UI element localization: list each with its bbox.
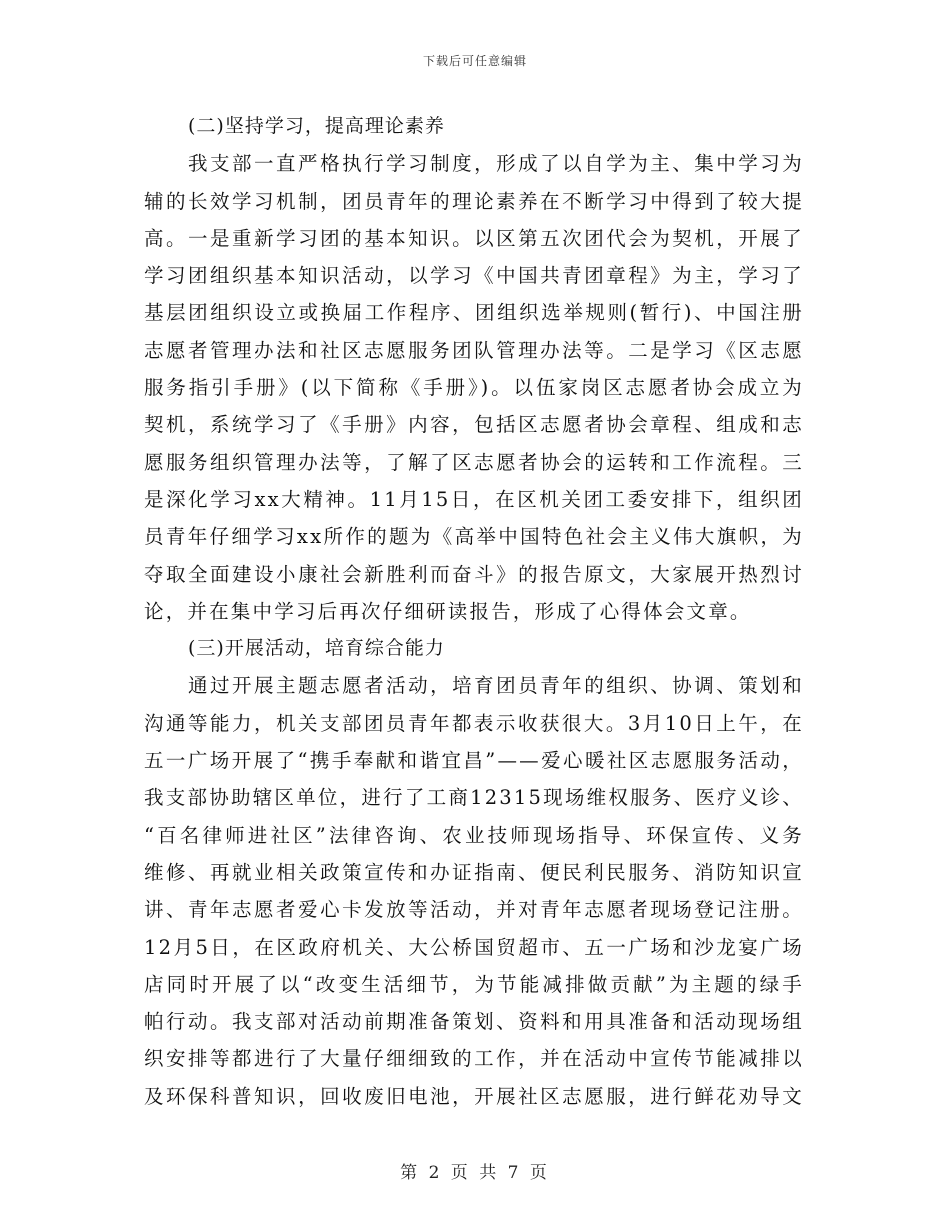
text-line: 夺取全面建设小康社会新胜利而奋斗》的报告原文，大家展开热烈讨 bbox=[144, 562, 804, 586]
text-line: 员青年仔细学习xx所作的题为《高举中国特色社会主义伟大旗帜，为 bbox=[144, 525, 804, 549]
text-line: 帕行动。我支部对活动前期准备策划、资料和用具准备和活动现场组 bbox=[144, 1010, 804, 1034]
text-line: 12月5日，在区政府机关、大公桥国贸超市、五一广场和沙龙宴广场 bbox=[144, 935, 804, 959]
text-line: 我支部一直严格执行学习制度，形成了以自学为主、集中学习为 bbox=[188, 152, 804, 176]
section-heading-3: (三)开展活动，培育综合能力 bbox=[188, 637, 445, 660]
page-number-footer: 第 2 页 共 7 页 bbox=[400, 1163, 550, 1183]
text-line: 我支部协助辖区单位，进行了工商12315现场维权服务、医疗义诊、 bbox=[144, 786, 804, 810]
text-line: 五一广场开展了“携手奉献和谐宜昌”——爱心暖社区志愿服务活动， bbox=[144, 749, 804, 773]
text-line: 契机，系统学习了《手册》内容，包括区志愿者协会章程、组成和志 bbox=[144, 413, 804, 437]
text-line: 高。一是重新学习团的基本知识。以区第五次团代会为契机，开展了 bbox=[144, 226, 804, 250]
text-line: 沟通等能力，机关支部团员青年都表示收获很大。3月10日上午，在 bbox=[144, 711, 804, 735]
text-line: 服务指引手册》(以下简称《手册》)。以伍家岗区志愿者协会成立为 bbox=[144, 376, 804, 400]
text-line: 织安排等都进行了大量仔细细致的工作，并在活动中宣传节能减排以 bbox=[144, 1047, 804, 1071]
text-line: “百名律师进社区”法律咨询、农业技师现场指导、环保宣传、义务 bbox=[144, 823, 804, 847]
text-line: 及环保科普知识，回收废旧电池，开展社区志愿服，进行鲜花劝导文 bbox=[144, 1084, 804, 1108]
text-line: 基层团组织设立或换届工作程序、团组织选举规则(暂行)、中国注册 bbox=[144, 301, 804, 325]
text-line: 学习团组织基本知识活动，以学习《中国共青团章程》为主，学习了 bbox=[144, 264, 804, 288]
text-line: 愿服务组织管理办法等，了解了区志愿者协会的运转和工作流程。三 bbox=[144, 450, 804, 474]
text-line: 论，并在集中学习后再次仔细研读报告，形成了心得体会文章。 bbox=[144, 599, 752, 623]
text-line: 辅的长效学习机制，团员青年的理论素养在不断学习中得到了较大提 bbox=[144, 189, 804, 213]
text-line: 是深化学习xx大精神。11月15日，在区机关团工委安排下，组织团 bbox=[144, 487, 804, 511]
section-heading-2: (二)坚持学习，提高理论素养 bbox=[188, 115, 445, 137]
text-line: 店同时开展了以“改变生活细节，为节能减排做贡献”为主题的绿手 bbox=[144, 972, 804, 996]
paragraph-study bbox=[144, 145, 804, 630]
text-line: 志愿者管理办法和社区志愿服务团队管理办法等。二是学习《区志愿 bbox=[144, 338, 804, 362]
paragraph-activities bbox=[144, 667, 804, 1115]
text-line: 通过开展主题志愿者活动，培育团员青年的组织、协调、策划和 bbox=[188, 674, 804, 698]
header-note: 下载后可任意编辑 bbox=[422, 54, 527, 68]
text-line: 维修、再就业相关政策宣传和办证指南、便民利民服务、消防知识宣 bbox=[144, 860, 804, 884]
text-line: 讲、青年志愿者爱心卡发放等活动，并对青年志愿者现场登记注册。 bbox=[144, 898, 804, 922]
document-body bbox=[144, 108, 804, 1115]
